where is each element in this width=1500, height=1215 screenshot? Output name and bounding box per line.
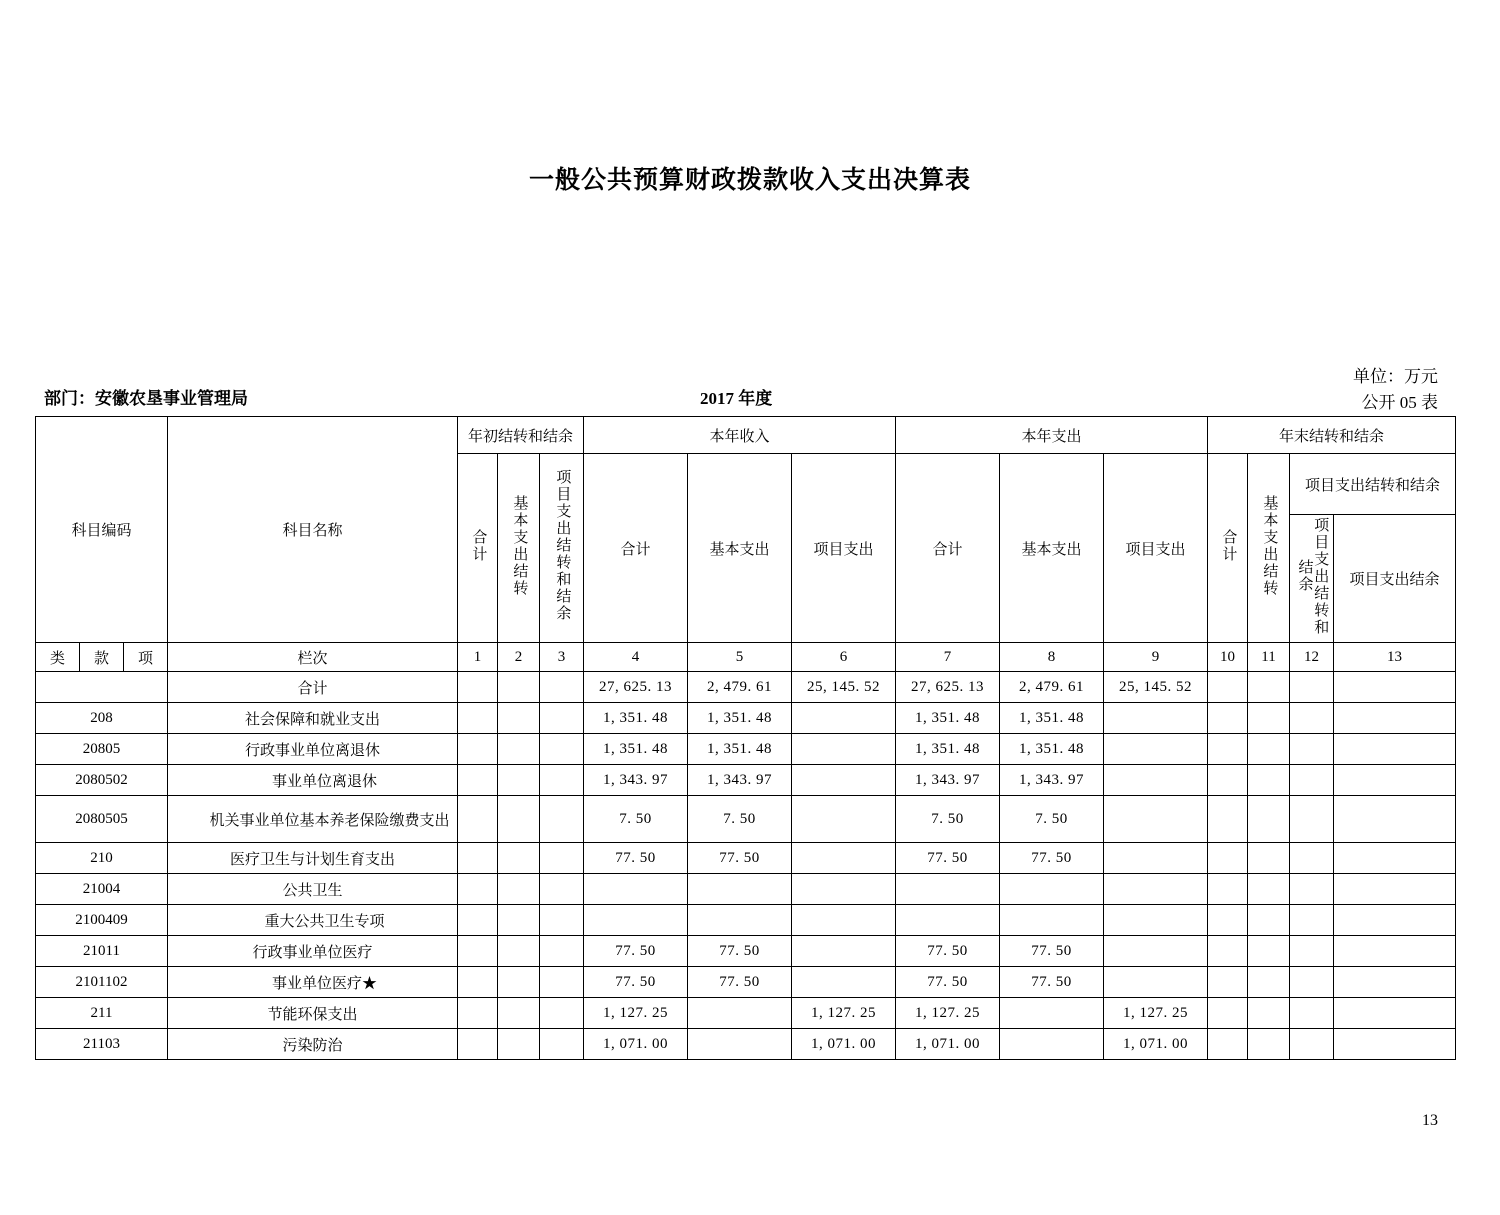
- table-row: [36, 734, 1456, 765]
- header-open-total: 合计: [458, 454, 498, 643]
- row-value-c12: [1290, 936, 1334, 967]
- row-subject-name: 公共卫生: [168, 874, 458, 905]
- row-value-c5: 7. 50: [688, 796, 792, 843]
- row-value-c9: [1104, 734, 1208, 765]
- row-value-c13: [1334, 967, 1456, 998]
- row-value-c11: [1248, 796, 1290, 843]
- row-value-c10: [1208, 905, 1248, 936]
- row-code: 2101102: [36, 967, 168, 998]
- row-value-c12: [1290, 843, 1334, 874]
- row-code: 211: [36, 998, 168, 1029]
- row-value-c11: [1248, 734, 1290, 765]
- row-value-c13: [1334, 936, 1456, 967]
- row-value-c1: [458, 672, 498, 703]
- row-value-c3: [540, 703, 584, 734]
- row-value-c8: [1000, 874, 1104, 905]
- row-value-c12: [1290, 967, 1334, 998]
- row-code: 2080505: [36, 796, 168, 843]
- row-value-c5: [688, 905, 792, 936]
- header-closing-project-group: 项目支出结转和结余: [1290, 454, 1456, 515]
- row-value-c13: [1334, 672, 1456, 703]
- row-value-c10: [1208, 936, 1248, 967]
- row-value-c7: 1, 343. 97: [896, 765, 1000, 796]
- row-value-c10: [1208, 843, 1248, 874]
- row-value-c8: 77. 50: [1000, 967, 1104, 998]
- row-value-c13: [1334, 874, 1456, 905]
- row-value-c6: [792, 936, 896, 967]
- page-title: 一般公共预算财政拨款收入支出决算表: [528, 167, 971, 194]
- colnum-11: 11: [1248, 643, 1290, 672]
- row-value-c10: [1208, 734, 1248, 765]
- row-value-c6: [792, 703, 896, 734]
- row-value-c12: [1290, 905, 1334, 936]
- colnum-2: 2: [498, 643, 540, 672]
- row-value-c7: 1, 127. 25: [896, 998, 1000, 1029]
- row-value-c1: [458, 765, 498, 796]
- row-value-c5: 77. 50: [688, 967, 792, 998]
- row-code: 2080502: [36, 765, 168, 796]
- header-group-income: 本年收入: [584, 417, 896, 454]
- row-value-c7: 77. 50: [896, 967, 1000, 998]
- row-value-c6: 25, 145. 52: [792, 672, 896, 703]
- row-value-c8: 1, 351. 48: [1000, 703, 1104, 734]
- header-code-col: 科目编码: [36, 417, 168, 643]
- row-value-c9: 1, 071. 00: [1104, 1029, 1208, 1060]
- colnum-9: 9: [1104, 643, 1208, 672]
- row-value-c11: [1248, 998, 1290, 1029]
- row-value-c9: [1104, 765, 1208, 796]
- table-row: [36, 843, 1456, 874]
- header-income-total: 合计: [584, 454, 688, 643]
- row-value-c6: 1, 071. 00: [792, 1029, 896, 1060]
- row-value-c4: 77. 50: [584, 843, 688, 874]
- row-value-c2: [498, 796, 540, 843]
- row-value-c5: [688, 874, 792, 905]
- row-value-c12: [1290, 874, 1334, 905]
- row-value-c4: 1, 343. 97: [584, 765, 688, 796]
- row-code: 208: [36, 703, 168, 734]
- row-value-c1: [458, 703, 498, 734]
- row-value-c1: [458, 967, 498, 998]
- row-value-c5: 2, 479. 61: [688, 672, 792, 703]
- row-value-c7: 1, 071. 00: [896, 1029, 1000, 1060]
- row-value-c9: [1104, 874, 1208, 905]
- row-value-c12: [1290, 672, 1334, 703]
- row-value-c7: [896, 905, 1000, 936]
- row-value-c13: [1334, 905, 1456, 936]
- row-value-c12: [1290, 734, 1334, 765]
- row-value-c11: [1248, 874, 1290, 905]
- row-line-label: 栏次: [168, 643, 458, 672]
- row-value-c2: [498, 703, 540, 734]
- row-code: 21004: [36, 874, 168, 905]
- row-value-c7: [896, 874, 1000, 905]
- row-value-c8: [1000, 998, 1104, 1029]
- row-value-c8: 77. 50: [1000, 843, 1104, 874]
- row-value-c12: [1290, 703, 1334, 734]
- row-value-c2: [498, 967, 540, 998]
- row-value-c6: [792, 734, 896, 765]
- colnum-10: 10: [1208, 643, 1248, 672]
- header-group-closing: 年末结转和结余: [1208, 417, 1456, 454]
- row-value-c2: [498, 843, 540, 874]
- row-value-c6: [792, 765, 896, 796]
- row-subject-name: 节能环保支出: [168, 998, 458, 1029]
- row-value-c9: [1104, 905, 1208, 936]
- row-value-c1: [458, 998, 498, 1029]
- row-value-c12: [1290, 765, 1334, 796]
- row-value-c4: 1, 351. 48: [584, 703, 688, 734]
- row-value-c9: 25, 145. 52: [1104, 672, 1208, 703]
- row-subject-name: 重大公共卫生专项: [168, 905, 458, 936]
- row-value-c9: 1, 127. 25: [1104, 998, 1208, 1029]
- row-value-c10: [1208, 765, 1248, 796]
- row-value-c1: [458, 843, 498, 874]
- year-label: 2017 年度: [700, 389, 773, 408]
- row-value-c3: [540, 734, 584, 765]
- row-value-c8: 1, 351. 48: [1000, 734, 1104, 765]
- row-value-c1: [458, 905, 498, 936]
- row-value-c4: 27, 625. 13: [584, 672, 688, 703]
- row-value-c3: [540, 998, 584, 1029]
- row-value-c5: 77. 50: [688, 843, 792, 874]
- table-row: [36, 998, 1456, 1029]
- row-value-c13: [1334, 703, 1456, 734]
- row-value-c3: [540, 967, 584, 998]
- row-value-c2: [498, 874, 540, 905]
- row-value-c7: 1, 351. 48: [896, 703, 1000, 734]
- row-value-c3: [540, 843, 584, 874]
- table-row: [36, 905, 1456, 936]
- table-row: [36, 936, 1456, 967]
- row-value-c13: [1334, 843, 1456, 874]
- row-value-c7: 27, 625. 13: [896, 672, 1000, 703]
- row-value-c1: [458, 796, 498, 843]
- page-number: 13: [1422, 1112, 1438, 1129]
- row-value-c12: [1290, 796, 1334, 843]
- row-value-c4: 7. 50: [584, 796, 688, 843]
- header-closing-project-balance: 项目支出结余: [1334, 515, 1456, 643]
- row-value-c2: [498, 672, 540, 703]
- header-expense-total: 合计: [896, 454, 1000, 643]
- row-value-c13: [1334, 765, 1456, 796]
- header-name-col: 科目名称: [168, 417, 458, 643]
- row-value-c8: 1, 343. 97: [1000, 765, 1104, 796]
- unit-label: 单位：万元: [1353, 367, 1438, 386]
- row-value-c1: [458, 936, 498, 967]
- row-value-c4: 1, 071. 00: [584, 1029, 688, 1060]
- row-value-c6: [792, 843, 896, 874]
- row-subject-name: 污染防治: [168, 1029, 458, 1060]
- row-value-c4: [584, 874, 688, 905]
- row-value-c10: [1208, 703, 1248, 734]
- row-value-c9: [1104, 843, 1208, 874]
- row-value-c8: 2, 479. 61: [1000, 672, 1104, 703]
- header-closing-basic-carryover: 基本支出结转: [1248, 454, 1290, 643]
- budget-table: [35, 416, 1456, 1060]
- header-open-project-carryover: 项目支出结转和结余: [540, 454, 584, 643]
- row-value-c12: [1290, 998, 1334, 1029]
- row-value-c8: 7. 50: [1000, 796, 1104, 843]
- colnum-6: 6: [792, 643, 896, 672]
- header-expense-project: 项目支出: [1104, 454, 1208, 643]
- row-value-c2: [498, 734, 540, 765]
- header-code-xiang: 项: [124, 643, 168, 672]
- department-label: 部门：安徽农垦事业管理局: [44, 389, 248, 408]
- header-closing-total: 合计: [1208, 454, 1248, 643]
- row-value-c9: [1104, 967, 1208, 998]
- row-value-c1: [458, 874, 498, 905]
- row-value-c5: 1, 351. 48: [688, 703, 792, 734]
- row-value-c4: 77. 50: [584, 936, 688, 967]
- row-code: 21011: [36, 936, 168, 967]
- row-value-c2: [498, 905, 540, 936]
- row-value-c4: 1, 127. 25: [584, 998, 688, 1029]
- colnum-7: 7: [896, 643, 1000, 672]
- colnum-1: 1: [458, 643, 498, 672]
- header-code-kuan: 款: [80, 643, 124, 672]
- row-value-c10: [1208, 796, 1248, 843]
- header-expense-basic: 基本支出: [1000, 454, 1104, 643]
- colnum-3: 3: [540, 643, 584, 672]
- row-subject-name: 行政事业单位离退休: [168, 734, 458, 765]
- column-number-row: [36, 643, 1456, 672]
- row-subject-name: 医疗卫生与计划生育支出: [168, 843, 458, 874]
- row-value-c6: [792, 905, 896, 936]
- row-value-c5: [688, 998, 792, 1029]
- row-value-c13: [1334, 734, 1456, 765]
- header-income-project: 项目支出: [792, 454, 896, 643]
- row-subject-name: 事业单位离退休: [168, 765, 458, 796]
- row-value-c3: [540, 936, 584, 967]
- row-subject-name: 行政事业单位医疗: [168, 936, 458, 967]
- table-row: [36, 796, 1456, 843]
- row-value-c3: [540, 874, 584, 905]
- row-code: [36, 672, 168, 703]
- sheet-number-label: 公开 05 表: [1361, 393, 1438, 412]
- row-value-c9: [1104, 796, 1208, 843]
- row-value-c4: 77. 50: [584, 967, 688, 998]
- row-value-c5: 77. 50: [688, 936, 792, 967]
- row-value-c9: [1104, 936, 1208, 967]
- header-group-opening: 年初结转和结余: [458, 417, 584, 454]
- row-value-c10: [1208, 998, 1248, 1029]
- table-row: [36, 672, 1456, 703]
- row-value-c11: [1248, 843, 1290, 874]
- table-row: [36, 765, 1456, 796]
- row-value-c6: [792, 796, 896, 843]
- row-value-c11: [1248, 905, 1290, 936]
- table-row: [36, 967, 1456, 998]
- table-row: [36, 703, 1456, 734]
- row-value-c10: [1208, 874, 1248, 905]
- row-value-c8: 77. 50: [1000, 936, 1104, 967]
- row-value-c3: [540, 905, 584, 936]
- row-value-c5: 1, 351. 48: [688, 734, 792, 765]
- row-subject-name: 合计: [168, 672, 458, 703]
- header-income-basic: 基本支出: [688, 454, 792, 643]
- header-closing-project-carryover: 项目支出结转和结余: [1290, 515, 1334, 643]
- row-value-c9: [1104, 703, 1208, 734]
- row-value-c7: 77. 50: [896, 936, 1000, 967]
- row-value-c10: [1208, 672, 1248, 703]
- table-row: [36, 874, 1456, 905]
- colnum-4: 4: [584, 643, 688, 672]
- table-body: [36, 672, 1456, 1060]
- document-page: [0, 160, 1500, 1215]
- header-code-lei: 类: [36, 643, 80, 672]
- row-value-c11: [1248, 936, 1290, 967]
- row-value-c8: [1000, 905, 1104, 936]
- row-value-c2: [498, 936, 540, 967]
- row-value-c2: [498, 998, 540, 1029]
- row-value-c4: [584, 905, 688, 936]
- row-value-c2: [498, 765, 540, 796]
- colnum-13: 13: [1334, 643, 1456, 672]
- row-value-c7: 7. 50: [896, 796, 1000, 843]
- row-value-c11: [1248, 672, 1290, 703]
- colnum-5: 5: [688, 643, 792, 672]
- row-value-c6: 1, 127. 25: [792, 998, 896, 1029]
- row-value-c5: 1, 343. 97: [688, 765, 792, 796]
- row-value-c13: [1334, 796, 1456, 843]
- row-code: 210: [36, 843, 168, 874]
- row-subject-name: 机关事业单位基本养老保险缴费支出: [168, 796, 458, 843]
- row-subject-name: 事业单位医疗★: [168, 967, 458, 998]
- row-value-c13: [1334, 998, 1456, 1029]
- row-value-c4: 1, 351. 48: [584, 734, 688, 765]
- row-code: 21103: [36, 1029, 168, 1060]
- colnum-12: 12: [1290, 643, 1334, 672]
- row-code: 2100409: [36, 905, 168, 936]
- row-value-c7: 1, 351. 48: [896, 734, 1000, 765]
- row-subject-name: 社会保障和就业支出: [168, 703, 458, 734]
- row-value-c3: [540, 796, 584, 843]
- colnum-8: 8: [1000, 643, 1104, 672]
- row-value-c10: [1208, 967, 1248, 998]
- row-value-c6: [792, 874, 896, 905]
- row-value-c11: [1248, 967, 1290, 998]
- row-value-c3: [540, 765, 584, 796]
- row-value-c3: [540, 672, 584, 703]
- row-value-c6: [792, 967, 896, 998]
- row-value-c11: [1248, 765, 1290, 796]
- row-value-c1: [458, 734, 498, 765]
- header-open-basic-carryover: 基本支出结转: [498, 454, 540, 643]
- header-group-expense: 本年支出: [896, 417, 1208, 454]
- row-value-c11: [1248, 703, 1290, 734]
- row-code: 20805: [36, 734, 168, 765]
- row-value-c7: 77. 50: [896, 843, 1000, 874]
